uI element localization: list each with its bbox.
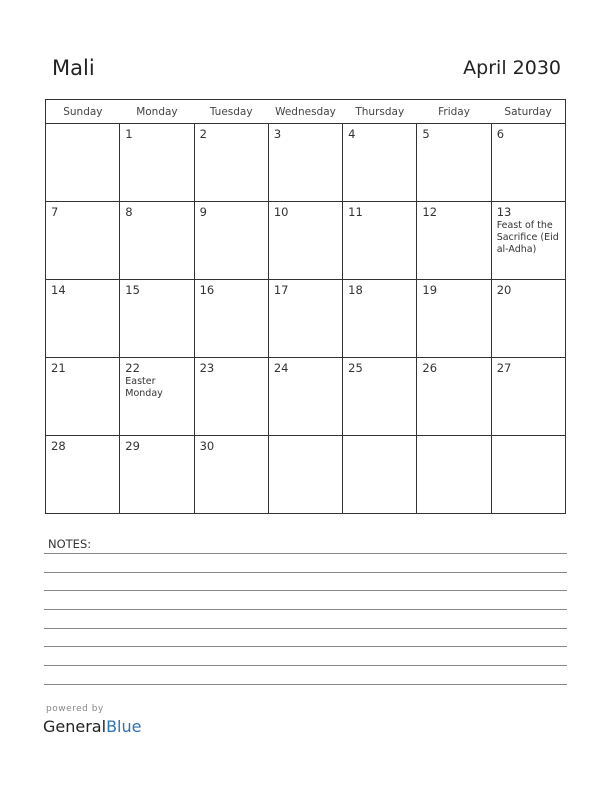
day-cell — [46, 124, 120, 202]
day-number: 25 — [348, 361, 363, 375]
day-number: 1 — [125, 127, 133, 141]
weekday-header: Friday — [417, 100, 491, 124]
day-number: 19 — [422, 283, 438, 297]
day-cell — [194, 124, 268, 202]
day-number: 22 — [125, 361, 140, 375]
day-cell — [417, 436, 491, 514]
day-number: 6 — [496, 127, 505, 141]
day-number: 26 — [422, 361, 438, 375]
day-number: 8 — [125, 205, 133, 219]
holiday-label: Easter Monday — [125, 376, 163, 399]
day-cell — [46, 436, 120, 514]
month-year-title: April 2030 — [463, 57, 561, 79]
note-line — [44, 665, 567, 666]
day-number: 20 — [496, 283, 512, 297]
day-cell — [120, 358, 194, 436]
weekday-header: Thursday — [343, 100, 417, 124]
day-cell — [268, 436, 342, 514]
day-cell — [343, 358, 417, 436]
note-line — [44, 684, 567, 685]
day-cell — [343, 436, 417, 514]
day-cell — [268, 358, 342, 436]
day-cell — [120, 124, 194, 202]
day-number: 10 — [273, 205, 289, 219]
day-cell — [417, 202, 491, 280]
day-cell — [417, 358, 491, 436]
day-number: 2 — [199, 127, 207, 141]
day-cell — [491, 202, 565, 280]
day-cell — [491, 280, 565, 358]
day-cell — [194, 358, 268, 436]
day-cell — [120, 280, 194, 358]
weekday-header: Saturday — [491, 100, 565, 124]
day-number: 21 — [51, 361, 66, 375]
day-number: 7 — [51, 205, 59, 219]
note-line — [44, 646, 567, 647]
day-cell — [194, 280, 268, 358]
day-number: 18 — [348, 283, 363, 297]
day-cell — [120, 436, 194, 514]
day-number: 13 — [496, 205, 512, 219]
country-title: Mali — [52, 56, 95, 80]
day-number: 14 — [51, 283, 66, 297]
day-cell — [46, 202, 120, 280]
day-number: 9 — [199, 205, 207, 219]
note-line — [44, 628, 567, 629]
week-row — [46, 280, 566, 358]
day-number: 29 — [125, 439, 140, 453]
day-cell — [491, 436, 565, 514]
day-number: 30 — [199, 439, 215, 453]
day-cell — [343, 280, 417, 358]
day-cell — [120, 202, 194, 280]
day-cell — [194, 436, 268, 514]
day-number: 15 — [125, 283, 140, 297]
weekday-header: Tuesday — [194, 100, 268, 124]
day-number: 16 — [199, 283, 215, 297]
day-number: 12 — [422, 205, 438, 219]
day-number: 3 — [273, 127, 282, 141]
holiday-label: Feast of the Sacrifice (Eid al-Adha) — [496, 220, 559, 255]
note-line — [44, 590, 567, 591]
week-row — [46, 124, 566, 202]
calendar-grid — [45, 99, 566, 514]
logo-text-general: General — [43, 717, 107, 736]
note-line — [44, 572, 567, 573]
day-cell — [194, 202, 268, 280]
day-cell — [46, 358, 120, 436]
weekday-header: Wednesday — [268, 100, 342, 124]
note-line — [44, 609, 567, 610]
day-cell — [417, 124, 491, 202]
day-cell — [491, 124, 565, 202]
week-row — [46, 202, 566, 280]
day-number: 17 — [273, 283, 289, 297]
day-number: 5 — [422, 127, 430, 141]
logo-text-blue: Blue — [106, 717, 142, 736]
weekday-header-row — [46, 100, 566, 124]
day-number: 4 — [348, 127, 356, 141]
weekday-header: Monday — [120, 100, 194, 124]
day-cell — [268, 124, 342, 202]
day-cell — [491, 358, 565, 436]
day-cell — [46, 280, 120, 358]
week-row — [46, 358, 566, 436]
day-number: 27 — [496, 361, 512, 375]
day-number: 24 — [273, 361, 289, 375]
day-cell — [268, 202, 342, 280]
day-number: 28 — [51, 439, 66, 453]
notes-label: NOTES: — [48, 537, 92, 551]
note-line — [44, 553, 567, 554]
powered-by-text: powered by — [46, 704, 104, 714]
day-cell — [268, 280, 342, 358]
week-row — [46, 436, 566, 514]
day-cell — [417, 280, 491, 358]
day-cell — [343, 124, 417, 202]
weekday-header: Sunday — [46, 100, 120, 124]
day-cell — [343, 202, 417, 280]
day-number: 11 — [348, 205, 363, 219]
day-number: 23 — [199, 361, 215, 375]
generalblue-logo — [43, 717, 141, 736]
